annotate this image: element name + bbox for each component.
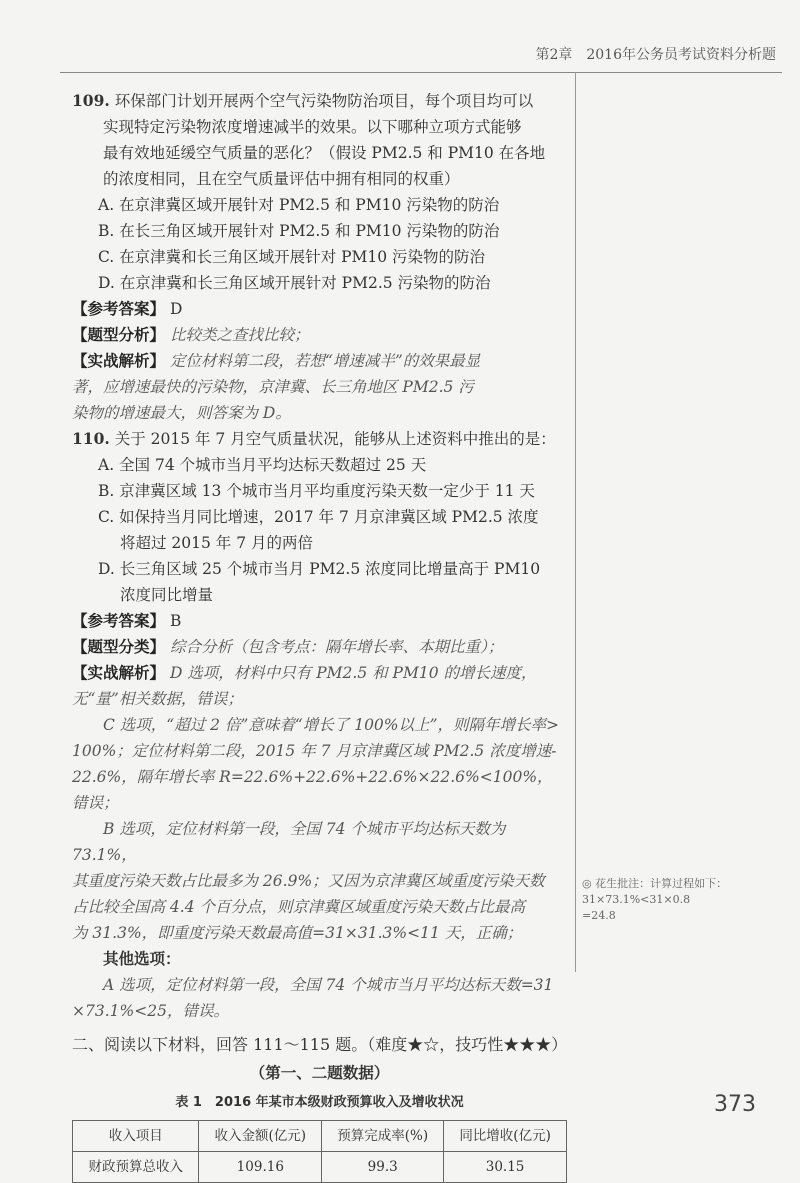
margin-note-line: =24.8 [582,909,616,922]
question-109-stem-line: 实现特定污染物浓度增速减半的效果。以下哪种立项方式能够 [103,118,522,136]
analysis-label: 【实战解析】 [72,663,166,682]
question-109-stem-line: 最有效地延缓空气质量的恶化？（假设 PM2.5 和 PM10 在各地 [103,144,546,162]
type-value: 比较类之查找比较； [169,326,310,344]
analysis-a-line: A 选项，定位材料第一段，全国 74 个城市当月平均达标天数=31 [103,976,554,994]
question-110-stem: 110. 关于 2015 年 7 月空气质量状况，能够从上述资料中推出的是： [72,429,556,448]
answer-value: D [169,300,183,318]
option-a: A. 在京津冀区域开展针对 PM2.5 和 PM10 污染物的防治 [98,196,500,214]
option-c-cont: 将超过 2015 年 7 月的两倍 [120,534,314,552]
option-a: A. 全国 74 个城市当月平均达标天数超过 25 天 [98,456,427,474]
analysis-b-line: 其重度污染天数占比最多为 26.9%；又因为京津冀区域重度污染天数 [72,872,545,890]
analysis-b-line: B 选项，定位材料第一段，全国 74 个城市平均达标天数为 73.1%， [72,820,506,864]
margin-note-line: 31×73.1%<31×0.8 [582,893,691,906]
question-109 [72,88,567,426]
option-b: B. 在长三角区域开展针对 PM2.5 和 PM10 污染物的防治 [98,222,500,240]
analysis-b-line: 占比较全国高 4.4 个百分点，则京津冀区域重度污染天数占比最高 [72,898,526,916]
main-content [72,88,567,1183]
answer-line [72,296,567,322]
type-label: 【题型分析】 [72,325,166,344]
question-number: 110. [72,429,110,448]
analysis-line: 染物的增速最大，则答案为 D。 [72,404,291,422]
question-109-stem-line: 的浓度相同，且在空气质量评估中拥有相同的权重） [103,170,460,188]
analysis-c-line: 100%；定位材料第二段，2015 年 7 月京津冀区域 PM2.5 浓度增速- [72,742,557,760]
question-number: 109. [72,91,110,110]
table-row [73,1152,567,1183]
type-value: 综合分析（包含考点：隔年增长率、本期比重）； [169,638,504,656]
analysis-label: 【实战解析】 [72,351,166,370]
question-109-stem-line: 109. 环保部门计划开展两个空气污染物防治项目，每个项目均可以 [72,91,534,110]
table-caption: 表 1 2016 年某市本级财政预算收入及增收状况 [175,1095,464,1110]
answer-line [72,608,567,634]
analysis-b-line: 为 31.3%，即重度污染天数最高值=31×31.3%<11 天，正确； [72,924,523,942]
analysis-a-line: ×73.1%<25，错误。 [72,1002,229,1020]
analysis-line: 【实战解析】 D 选项，材料中只有 PM2.5 和 PM10 的增长速度， [72,663,537,682]
analysis-line: 【实战解析】 定位材料第二段，若想“增速减半”的效果最显 [72,351,481,370]
table-cell: 财政预算总收入 [73,1152,199,1183]
table-header-cell: 收入金额(亿元) [199,1121,322,1152]
type-label: 【题型分类】 [72,637,166,656]
option-d: D. 长三角区域 25 个城市当月 PM2.5 浓度同比增量高于 PM10 [98,560,541,578]
table-cell: 109.16 [199,1152,322,1183]
revenue-table [72,1120,567,1183]
page-number: 373 [714,1092,756,1117]
answer-value: B [169,612,182,630]
margin-note [582,876,752,924]
margin-note-line: ◎ 花生批注：计算过程如下： [582,877,728,890]
section-subtitle: （第一、二题数据） [249,1063,390,1082]
option-b: B. 京津冀区域 13 个城市当月平均重度污染天数一定少于 11 天 [98,482,535,500]
table-header-row [73,1121,567,1152]
table-header-cell: 预算完成率(%) [322,1121,444,1152]
analysis-c-line: C 选项，“超过 2 倍”意味着“增长了 100%以上”，则隔年增长率> [103,716,559,734]
option-d-cont: 浓度同比增量 [120,586,214,604]
table-cell: 99.3 [322,1152,444,1183]
analysis-line: 著，应增速最快的污染物，京津冀、长三角地区 PM2.5 污 [72,378,474,396]
other-options-label: 其他选项： [103,949,181,968]
answer-label: 【参考答案】 [72,611,166,630]
section-heading: 二、阅读以下材料，回答 111～115 题。（难度★☆，技巧性★★★） [72,1035,568,1054]
margin-rule [575,72,576,972]
answer-label: 【参考答案】 [72,299,166,318]
option-c: C. 如保持当月同比增速，2017 年 7 月京津冀区域 PM2.5 浓度 [98,508,539,526]
question-110 [72,426,567,1024]
option-d: D. 在京津冀和长三角区域开展针对 PM2.5 污染物的防治 [98,274,491,292]
table-header-cell: 收入项目 [73,1121,199,1152]
type-line [72,322,567,348]
analysis-c-line: 22.6%，隔年增长率 R=22.6%+22.6%+22.6%×22.6%<100%，错误； [72,768,553,812]
table-cell: 30.15 [444,1152,567,1183]
header-rule [60,72,782,73]
analysis-line: 无“量”相关数据，错误； [72,690,243,708]
type-line [72,634,567,660]
table-header-cell: 同比增收(亿元) [444,1121,567,1152]
running-header: 第2章 2016年公务员考试资料分析题 [535,47,776,63]
option-c: C. 在京津冀和长三角区域开展针对 PM10 污染物的防治 [98,248,486,266]
